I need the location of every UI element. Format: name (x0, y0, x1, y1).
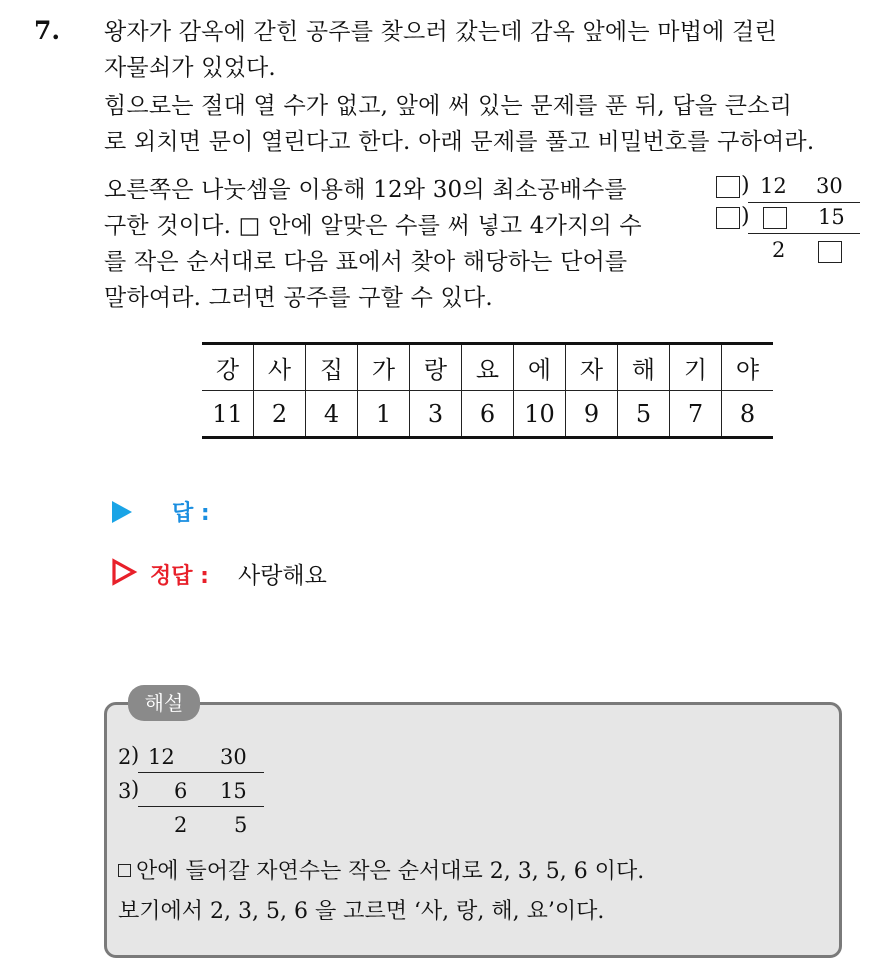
blank-square-icon (118, 864, 131, 877)
explanation-tag: 해설 (128, 685, 200, 721)
table-cell: 사 (254, 344, 306, 391)
ladder-value: 15 (818, 205, 845, 229)
table-cell: 랑 (410, 344, 462, 391)
explanation-line-2 (118, 894, 604, 925)
table-cell: 4 (306, 391, 358, 438)
blank-box-quotient-1[interactable] (763, 207, 787, 229)
table-cell: 11 (202, 391, 254, 438)
table-cell: 가 (358, 344, 410, 391)
answer-label: 답 : (172, 501, 210, 526)
table-cell: 해 (618, 344, 670, 391)
text-line: 를 작은 순서대로 다음 표에서 찾아 해당하는 단어를 (104, 249, 628, 275)
table-cell: 집 (306, 344, 358, 391)
question-paragraph-1 (104, 14, 777, 86)
table-cell: 기 (670, 344, 722, 391)
ladder-divisor: 3 (118, 779, 132, 803)
ladder-value: 2 (772, 238, 786, 262)
ladder-rule (748, 233, 860, 234)
ladder-value: 15 (220, 779, 247, 803)
text-line: 구한 것이다. □ 안에 알맞은 수를 써 넣고 4가지의 수 (104, 213, 642, 239)
table-cell: 야 (722, 344, 774, 391)
table-cell: 요 (462, 344, 514, 391)
correct-answer-text: 사랑해요 (238, 563, 327, 589)
word-number-table (202, 342, 773, 439)
table-row-numbers (202, 391, 773, 438)
paren: ) (131, 777, 140, 801)
table-cell: 3 (410, 391, 462, 438)
table-cell: 8 (722, 391, 774, 438)
text-line: 로 외치면 문이 열린다고 한다. 아래 문제를 풀고 비밀번호를 구하여라. (104, 129, 815, 155)
ladder-value: 6 (174, 779, 188, 803)
play-triangle-icon (112, 501, 132, 523)
ladder-value: 30 (220, 745, 247, 769)
text-line: 힘으로는 절대 열 수가 없고, 앞에 써 있는 문제를 푼 뒤, 답을 큰소리 (104, 93, 793, 119)
table-cell: 7 (670, 391, 722, 438)
outline-triangle-icon (110, 558, 138, 590)
table-cell: 5 (618, 391, 670, 438)
ladder-value: 12 (148, 745, 175, 769)
table-cell: 6 (462, 391, 514, 438)
question-paragraph-3 (104, 172, 642, 316)
question-paragraph-2 (104, 88, 814, 160)
blank-box-quotient-2[interactable] (818, 241, 842, 263)
explanation-text: 안에 들어갈 자연수는 작은 순서대로 2, 3, 5, 6 이다. (136, 859, 645, 884)
blank-box-divisor-2[interactable] (716, 207, 740, 229)
question-number: 7. (34, 16, 61, 45)
explanation-text: 보기에서 2, 3, 5, 6 을 고르면 ‘사, 랑, 해, 요’이다. (118, 899, 605, 924)
blank-box-divisor-1[interactable] (716, 176, 740, 198)
paren: ) (741, 204, 750, 229)
table-cell: 강 (202, 344, 254, 391)
explanation-line-1 (118, 854, 644, 885)
ladder-divisor: 2 (118, 745, 132, 769)
ladder-value: 5 (234, 813, 248, 837)
correct-answer-label: 정답 : (150, 564, 209, 589)
table-cell: 9 (566, 391, 618, 438)
table-cell: 2 (254, 391, 306, 438)
paren: ) (131, 743, 140, 767)
paren: ) (741, 173, 750, 198)
ladder-value: 30 (816, 174, 843, 198)
text-line: 왕자가 감옥에 갇힌 공주를 찾으러 갔는데 감옥 앞에는 마법에 걸린 (104, 19, 777, 45)
ladder-rule (748, 202, 860, 203)
text-line: 오른쪽은 나눗셈을 이용해 12와 30의 최소공배수를 (104, 177, 627, 203)
text-line: 말하여라. 그러면 공주를 구할 수 있다. (104, 285, 493, 311)
table-cell: 10 (514, 391, 566, 438)
table-row-words (202, 344, 773, 391)
table-cell: 자 (566, 344, 618, 391)
ladder-value: 12 (760, 174, 787, 198)
ladder-value: 2 (174, 813, 188, 837)
text-line: 자물쇠가 있었다. (104, 55, 276, 81)
table-cell: 에 (514, 344, 566, 391)
table-cell: 1 (358, 391, 410, 438)
